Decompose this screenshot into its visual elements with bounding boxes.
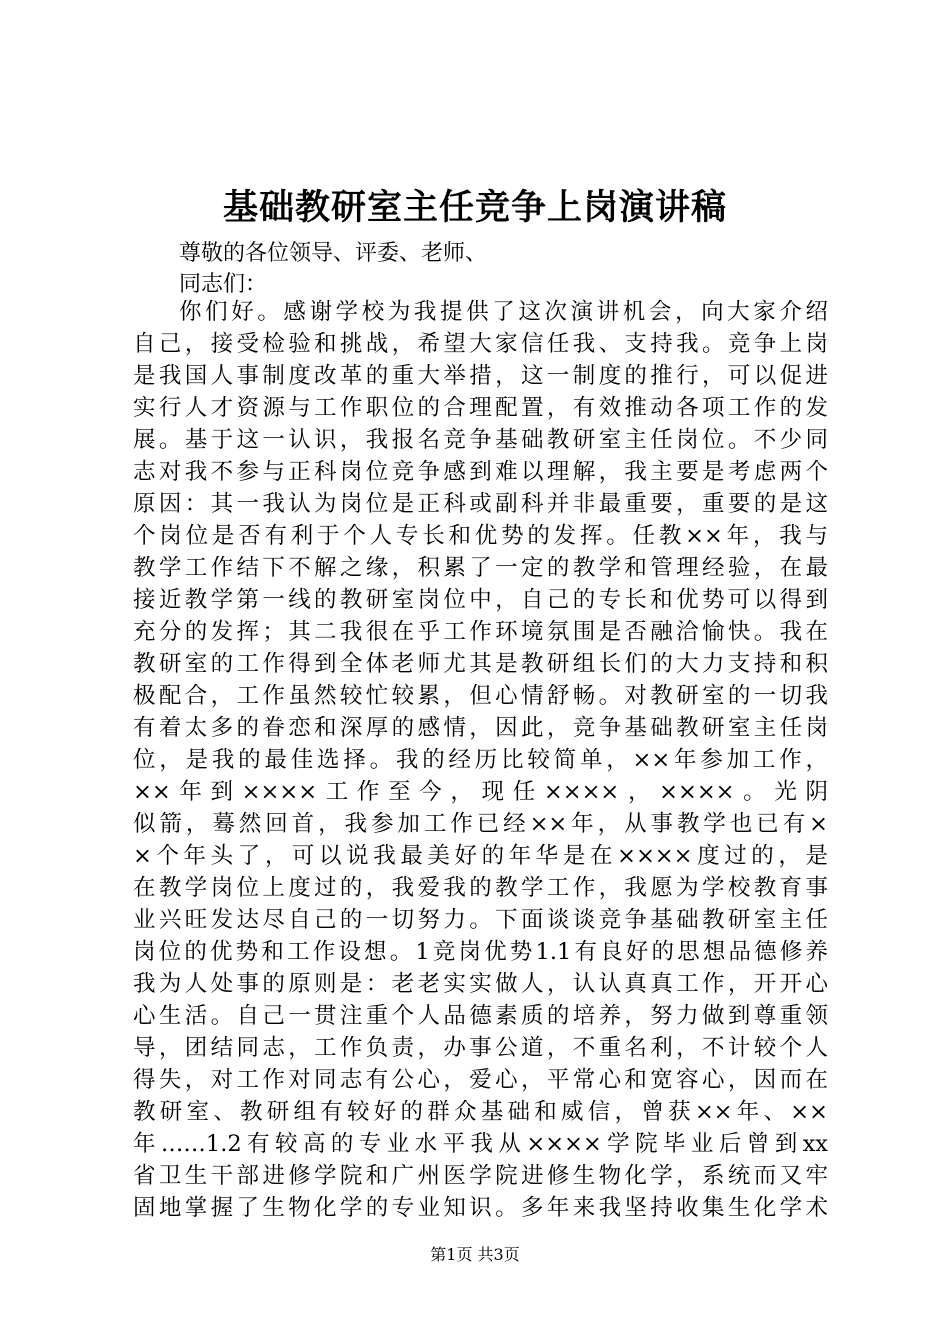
- body-line: 位，是我的最佳选择。我的经历比较简单，××年参加工作，: [133, 747, 828, 773]
- body-line: 充分的发挥；其二我很在乎工作环境氛围是否融洽愉快。我在: [133, 619, 828, 645]
- body-line: 原因：其一我认为岗位是正科或副科并非最重要，重要的是这: [133, 491, 828, 517]
- body-line: ××年到××××工作至今，现任××××，××××。光阴: [133, 779, 828, 805]
- body-text: [133, 296, 828, 1224]
- body-line: 实行人才资源与工作职位的合理配置，有效推动各项工作的发: [133, 395, 828, 421]
- body-line: 教研室的工作得到全体老师尤其是教研组长们的大力支持和积: [133, 651, 828, 677]
- salutation-line-1: 尊敬的各位领导、评委、老师、: [179, 241, 488, 266]
- body-line: 心生活。自己一贯注重个人品德素质的培养，努力做到尊重领: [133, 1003, 828, 1029]
- body-line: 年……1.2有较高的专业水平我从××××学院毕业后曾到xx: [133, 1131, 828, 1157]
- body-line: 在教学岗位上度过的，我爱我的教学工作，我愿为学校教育事: [133, 875, 828, 901]
- body-line: 展。基于这一认识，我报名竞争基础教研室主任岗位。不少同: [133, 427, 828, 453]
- body-line: 个岗位是否有利于个人专长和优势的发挥。任教××年，我与: [133, 523, 828, 549]
- body-line: 你们好。感谢学校为我提供了这次演讲机会，向大家介绍: [179, 299, 828, 325]
- body-line: 教学工作结下不解之缘，积累了一定的教学和管理经验，在最: [133, 555, 828, 581]
- body-line: 得失，对工作对同志有公心，爱心，平常心和宽容心，因而在: [133, 1067, 828, 1093]
- salutation-line-2: 同志们：: [179, 272, 268, 297]
- body-line: 极配合，工作虽然较忙较累，但心情舒畅。对教研室的一切我: [133, 683, 828, 709]
- body-line: 业兴旺发达尽自己的一切努力。下面谈谈竞争基础教研室主任: [133, 907, 828, 933]
- body-line: 我为人处事的原则是：老老实实做人，认认真真工作，开开心: [133, 971, 828, 997]
- body-line: ×个年头了，可以说我最美好的年华是在××××度过的，是: [133, 843, 828, 869]
- body-line: 导，团结同志，工作负责，办事公道，不重名利，不计较个人: [133, 1035, 828, 1061]
- document-title: 基础教研室主任竞争上岗演讲稿: [222, 187, 727, 228]
- body-line: 志对我不参与正科岗位竞争感到难以理解，我主要是考虑两个: [133, 459, 828, 485]
- body-line: 似箭，蓦然回首，我参加工作已经××年，从事教学也已有×: [133, 811, 828, 837]
- body-line: 岗位的优势和工作设想。1竞岗优势1.1有良好的思想品德修养: [133, 939, 828, 965]
- page-footer: 第1页 共3页: [430, 1245, 520, 1264]
- body-line: 接近教学第一线的教研室岗位中，自己的专长和优势可以得到: [133, 587, 828, 613]
- body-line: 自己，接受检验和挑战，希望大家信任我、支持我。竞争上岗: [133, 331, 828, 357]
- body-line: 有着太多的眷恋和深厚的感情，因此，竞争基础教研室主任岗: [133, 715, 828, 741]
- body-line: 固地掌握了生物化学的专业知识。多年来我坚持收集生化学术: [133, 1195, 828, 1221]
- body-line: 教研室、教研组有较好的群众基础和威信，曾获××年、××: [133, 1099, 828, 1125]
- body-line: 省卫生干部进修学院和广州医学院进修生物化学，系统而又牢: [133, 1163, 828, 1189]
- body-line: 是我国人事制度改革的重大举措，这一制度的推行，可以促进: [133, 363, 828, 389]
